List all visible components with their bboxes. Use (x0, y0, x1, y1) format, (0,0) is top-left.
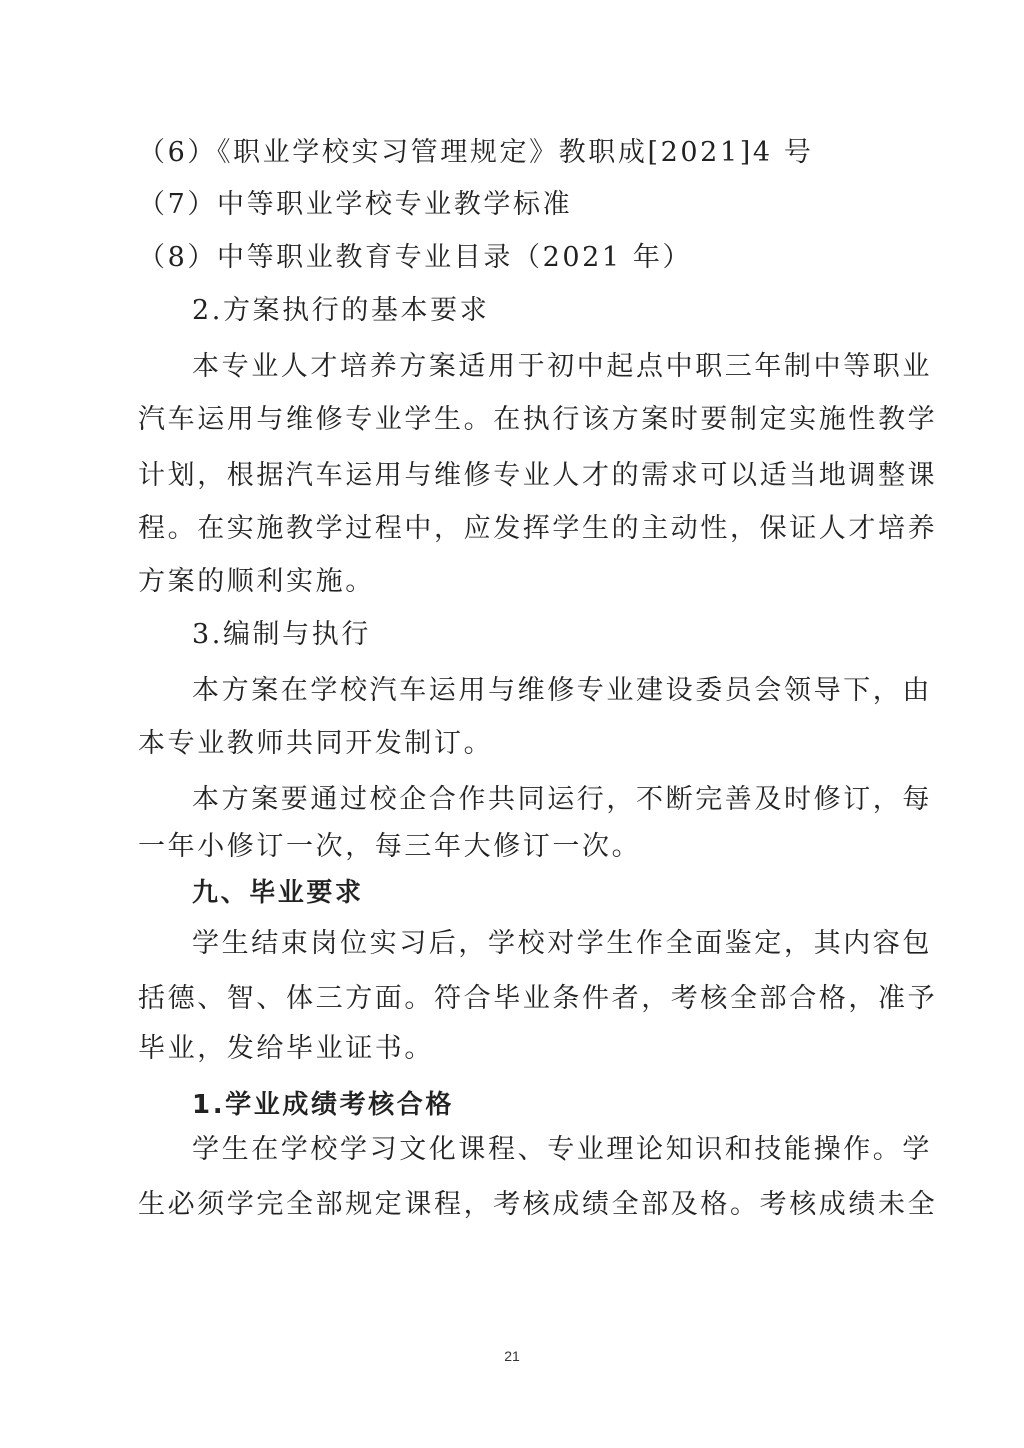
reference-item-6: （6）《职业学校实习管理规定》教职成[2021]4 号 (138, 137, 814, 168)
paragraph-line: 方案的顺利实施。 (138, 566, 375, 597)
paragraph-line: 计划，根据汽车运用与维修专业人才的需求可以适当地调整课 (138, 460, 938, 491)
subheading-compile-execute: 3.编制与执行 (192, 619, 371, 650)
paragraph-line: 生必须学完全部规定课程，考核成绩全部及格。考核成绩未全 (138, 1189, 938, 1220)
reference-item-8: （8）中等职业教育专业目录（2021 年） (138, 242, 693, 273)
section-heading-graduation: 九、毕业要求 (192, 878, 364, 908)
paragraph-line: 学生在学校学习文化课程、专业理论知识和技能操作。学 (192, 1134, 932, 1165)
paragraph-line: 本专业人才培养方案适用于初中起点中职三年制中等职业 (192, 351, 932, 382)
reference-item-7: （7）中等职业学校专业教学标准 (138, 189, 573, 220)
paragraph-line: 程。在实施教学过程中，应发挥学生的主动性，保证人才培养 (138, 513, 938, 544)
subheading-execution-requirements: 2.方案执行的基本要求 (192, 295, 490, 326)
paragraph-line: 汽车运用与维修专业学生。在执行该方案时要制定实施性教学 (138, 404, 938, 435)
paragraph-line: 一年小修订一次，每三年大修订一次。 (138, 831, 642, 862)
paragraph-line: 本专业教师共同开发制订。 (138, 728, 494, 759)
paragraph-line: 括德、智、体三方面。符合毕业条件者，考核全部合格，准予 (138, 983, 938, 1014)
paragraph-line: 本方案要通过校企合作共同运行，不断完善及时修订，每 (192, 784, 932, 815)
paragraph-line: 学生结束岗位实习后，学校对学生作全面鉴定，其内容包 (192, 928, 932, 959)
paragraph-line: 毕业，发给毕业证书。 (138, 1033, 434, 1064)
subheading-academic-assessment: 1.学业成绩考核合格 (192, 1090, 454, 1120)
paragraph-line: 本方案在学校汽车运用与维修专业建设委员会领导下，由 (192, 675, 932, 706)
page-number: 21 (504, 1348, 520, 1364)
